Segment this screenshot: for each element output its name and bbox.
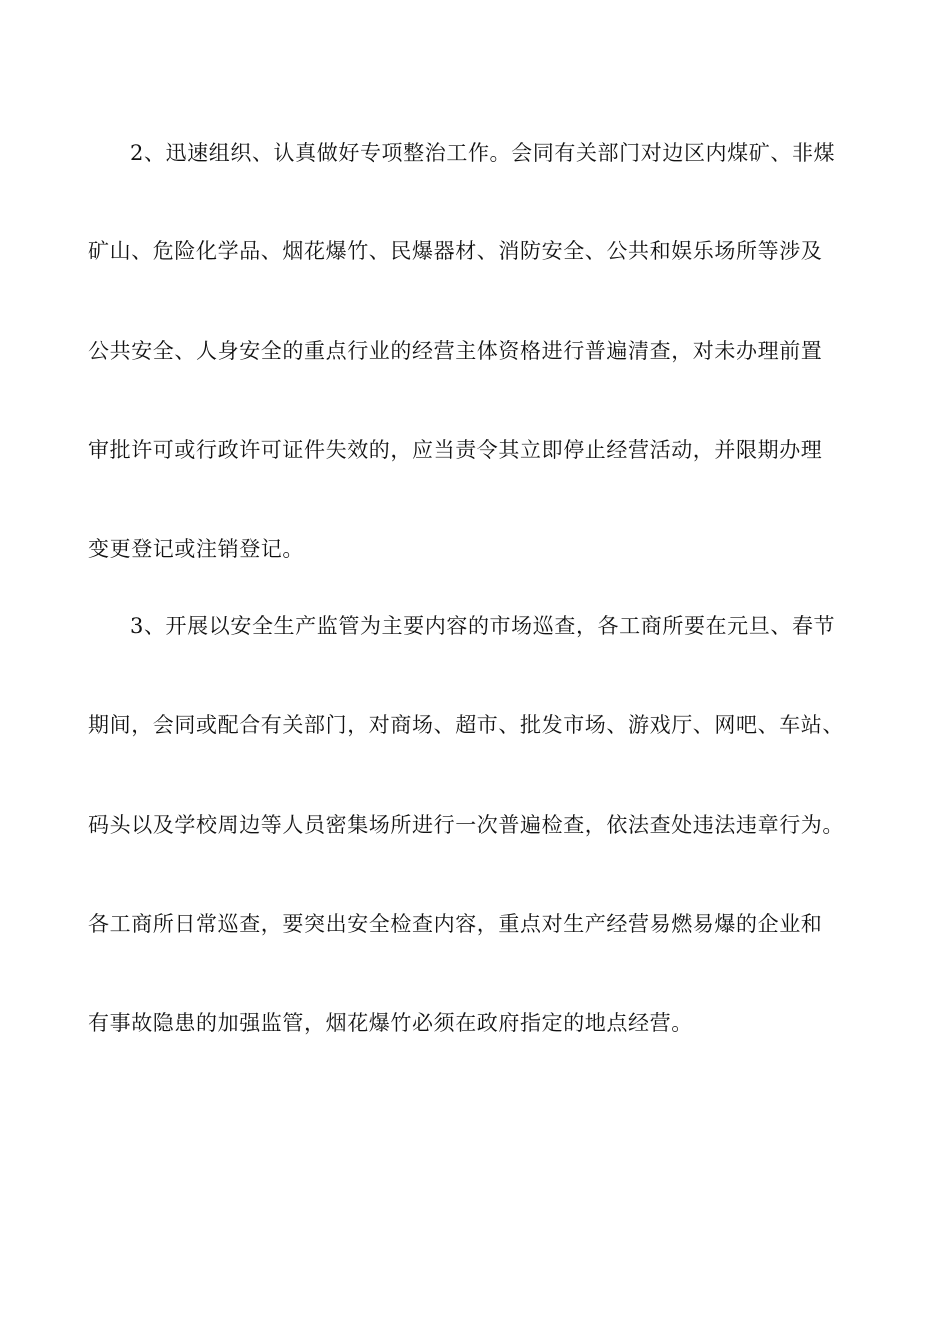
text-line: 有事故隐患的加强监管，烟花爆竹必须在政府指定的地点经营。 [88, 1011, 693, 1035]
text-line: 2、迅速组织、认真做好专项整治工作。会同有关部门对边区内煤矿、非煤 [130, 141, 836, 165]
text-line: 变更登记或注销登记。 [88, 537, 304, 561]
text-line: 公共安全、人身安全的重点行业的经营主体资格进行普遍清查，对未办理前置 [88, 339, 823, 363]
text-line: 矿山、危险化学品、烟花爆竹、民爆器材、消防安全、公共和娱乐场所等涉及 [88, 239, 823, 263]
text-line: 审批许可或行政许可证件失效的，应当责令其立即停止经营活动，并限期办理 [88, 438, 823, 462]
text-line: 各工商所日常巡查，要突出安全检查内容，重点对生产经营易燃易爆的企业和 [88, 912, 823, 936]
text-line: 码头以及学校周边等人员密集场所进行一次普遍检查，依法查处违法违章行为。 [88, 813, 844, 837]
text-line: 3、开展以安全生产监管为主要内容的市场巡查，各工商所要在元旦、春节 [130, 614, 836, 638]
text-line: 期间，会同或配合有关部门，对商场、超市、批发市场、游戏厅、网吧、车站、 [88, 713, 844, 737]
